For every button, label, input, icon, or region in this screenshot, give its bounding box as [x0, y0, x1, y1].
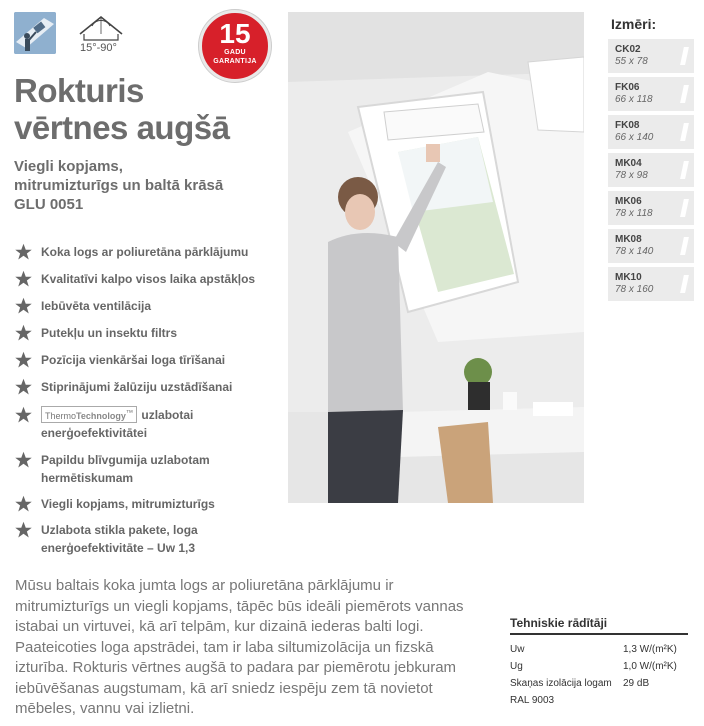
title-line-2: vērtnes augšā	[14, 109, 230, 146]
star-icon	[14, 378, 33, 396]
size-option[interactable]	[608, 191, 694, 225]
star-icon	[14, 351, 33, 369]
size-option[interactable]	[608, 39, 694, 73]
size-dimensions: 78 x 140	[615, 246, 654, 257]
spec-row: RAL 9003	[510, 695, 555, 706]
size-code: MK10	[615, 272, 642, 283]
sizes-heading: Izmēri:	[611, 16, 657, 32]
warranty-years: 15	[219, 18, 251, 49]
window-shape-icon	[680, 123, 689, 141]
window-shape-icon	[680, 47, 689, 65]
star-icon	[14, 297, 33, 315]
size-option[interactable]	[608, 77, 694, 111]
technical-specs	[510, 616, 688, 709]
size-dimensions: 66 x 140	[615, 132, 654, 143]
spec-row: Skaņas izolācija logam 29 dB	[510, 678, 650, 689]
size-dimensions: 55 x 78	[615, 56, 648, 67]
size-option[interactable]	[608, 153, 694, 187]
product-title	[14, 72, 229, 146]
size-dimensions: 78 x 118	[615, 208, 653, 219]
window-shape-icon	[680, 161, 689, 179]
product-subtitle	[14, 157, 223, 214]
star-icon	[14, 243, 33, 261]
size-code: FK08	[615, 120, 640, 131]
product-description: Mūsu baltais koka jumta logs ar poliuretāna pārklājumu ir mitrumizturīgs un viegli kopjams, tāpēc būs ideāli piemērots vannas istabai un virtuvei, kā arī telpām, kur dizainā iederas balti logi. Paateicoties loga apstrādei, tam ir laba siltumizolācija un fizskā izturība. Rokturis vērtnes augšā to padara par piemērotu jebkuram iebūvēšanas augstumam, kā arī sniedz iespēju zem tā novietot mēbeles, vannu vai izlietni.	[15, 577, 464, 717]
specs-heading: Tehniskie rādītāji	[510, 616, 688, 635]
roof-angle-icon	[78, 14, 124, 42]
subtitle-line-3: GLU 0051	[14, 196, 84, 213]
size-code: MK08	[615, 234, 642, 245]
feature-item: ThermoTechnology™ uzlabotai enerģoefektivitātei	[14, 406, 271, 442]
window-shape-icon	[680, 237, 689, 255]
feature-item: Koka logs ar poliuretāna pārklājumu	[14, 243, 271, 261]
feature-item: Putekļu un insektu filtrs	[14, 324, 271, 342]
star-icon	[14, 270, 33, 288]
size-dimensions: 78 x 160	[615, 284, 654, 295]
size-code: CK02	[615, 44, 641, 55]
feature-item: Viegli kopjams, mitrumizturīgs	[14, 495, 271, 513]
feature-item: Uzlabota stikla pakete, loga enerģoefektivitāte – Uw 1,3	[14, 521, 241, 557]
product-photo	[288, 12, 584, 503]
size-code: MK06	[615, 196, 642, 207]
spec-row: Uw 1,3 W/(m²K)	[510, 644, 677, 655]
size-option[interactable]	[608, 229, 694, 263]
star-icon	[14, 521, 33, 539]
feature-item: Stiprinājumi žalūziju uzstādīšanai	[14, 378, 271, 396]
window-shape-icon	[680, 85, 689, 103]
roof-installation-icon	[14, 12, 56, 54]
star-icon	[14, 406, 33, 424]
size-dimensions: 78 x 98	[615, 170, 648, 181]
feature-item: Iebūvēta ventilācija	[14, 297, 271, 315]
feature-item: Kvalitatīvi kalpo visos laika apstākļos	[14, 270, 271, 288]
size-option[interactable]	[608, 115, 694, 149]
subtitle-line-1: Viegli kopjams,	[14, 158, 123, 175]
window-shape-icon	[680, 275, 689, 293]
spec-row: Ug 1,0 W/(m²K)	[510, 661, 677, 672]
warranty-unit: GADU	[224, 49, 246, 56]
window-shape-icon	[680, 199, 689, 217]
star-icon	[14, 324, 33, 342]
thermotechnology-logo: ThermoTechnology™	[41, 406, 137, 423]
size-code: FK06	[615, 82, 640, 93]
star-icon	[14, 451, 33, 469]
subtitle-line-2: mitrumizturīgs un baltā krāsā	[14, 177, 224, 194]
size-option[interactable]	[608, 267, 694, 301]
size-dimensions: 66 x 118	[615, 94, 653, 105]
title-line-1: Rokturis	[14, 72, 144, 109]
feature-item: Pozīcija vienkāršai loga tīrīšanai	[14, 351, 271, 369]
feature-item: Papildu blīvgumija uzlabotam hermētiskumam	[14, 451, 216, 487]
warranty-label: GARANTIJA	[213, 58, 257, 65]
star-icon	[14, 495, 33, 513]
size-code: MK04	[615, 158, 642, 169]
roof-angle-range: 15°-90°	[80, 42, 117, 54]
